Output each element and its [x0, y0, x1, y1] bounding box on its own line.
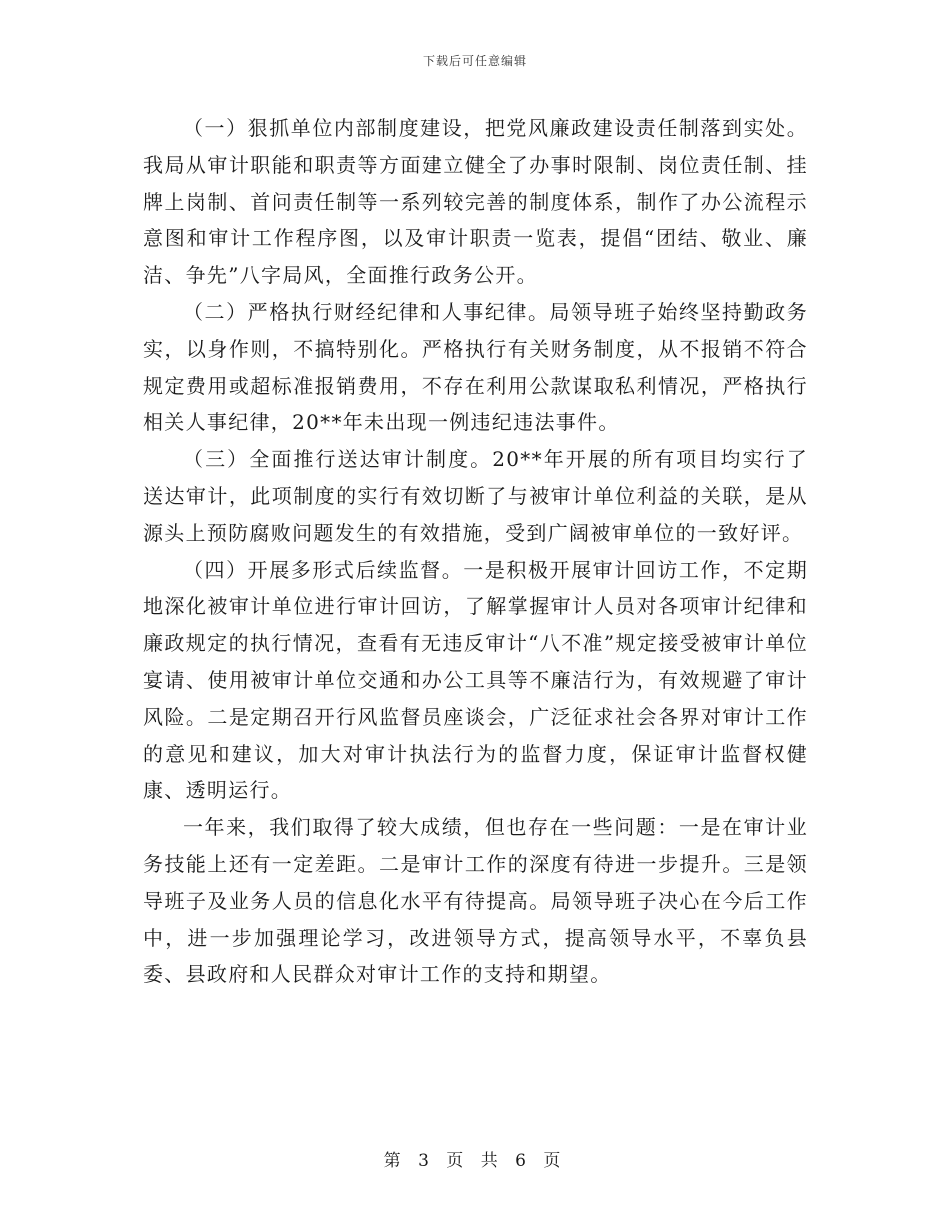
page-header: 下载后可任意编辑 — [422, 54, 527, 68]
paragraph-5: 一年来，我们取得了较大成绩，但也存在一些问题：一是在审计业务技能上还有一定差距。二是审计工作的深度有待进一步提升。三是领导班子及业务人员的信息化水平有待提高。局领导班子决心在今后工作中，进一步加强理论学习，改进领导方式，提高领导水平，不辜负县委、县政府和人民群众对审计工作的支持和期望。 — [143, 815, 808, 987]
paragraph-3: （三）全面推行送达审计制度。20**年开展的所有项目均实行了送达审计，此项制度的实行有效切断了与被审计单位利益的关联，是从源头上预防腐败问题发生的有效措施，受到广阔被审单位的一致好评。 — [143, 447, 808, 545]
paragraph-4: （四）开展多形式后续监督。一是积极开展审计回访工作，不定期地深化被审计单位进行审计回访，了解掌握审计人员对各项审计纪律和廉政规定的执行情况，查看有无违反审计“八不准”规定接受被审计单位宴请、使用被审计单位交通和办公工具等不廉洁行为，有效规避了审计风险。二是定期召开行风监督员座谈会，广泛征求社会各界对审计工作的意见和建议，加大对审计执法行为的监督力度，保证审计监督权健康、透明运行。 — [143, 557, 808, 803]
document-body — [143, 110, 808, 993]
page-footer: 第 3 页 共 6 页 — [383, 1151, 567, 1171]
paragraph-2: （二）严格执行财经纪律和人事纪律。局领导班子始终坚持勤政务实，以身作则，不搞特别化。严格执行有关财务制度，从不报销不符合规定费用或超标准报销费用，不存在利用公款谋取私利情况，严格执行相关人事纪律，20**年未出现一例违纪违法事件。 — [143, 299, 808, 435]
paragraph-1: （一）狠抓单位内部制度建设，把党风廉政建设责任制落到实处。我局从审计职能和职责等方面建立健全了办事时限制、岗位责任制、挂牌上岗制、首问责任制等一系列较完善的制度体系，制作了办公流程示意图和审计工作程序图，以及审计职责一览表，提倡“团结、敬业、廉洁、争先”八字局风，全面推行政务公开。 — [143, 116, 808, 288]
